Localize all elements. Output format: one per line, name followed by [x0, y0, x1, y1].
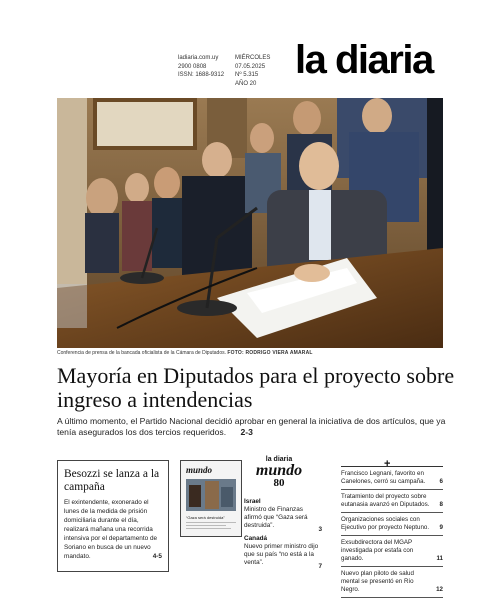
index-item[interactable]	[341, 513, 443, 536]
newspaper-front-page	[30, 26, 470, 593]
date-text: 07.05.2025	[235, 63, 266, 70]
index-item-text: Organizaciones sociales con Ejecutivo por proyecto Neptuno.	[341, 516, 430, 531]
masthead-issue	[235, 54, 270, 88]
box-body-text: El exintendente, exonerado el lunes de la medida de prisión domiciliaria durante el día, realizará mañana una recorrida intensiva por el departamento de Soriano en busca de un nuevo mandato.	[64, 499, 158, 560]
mundo-item-section: Israel	[244, 498, 261, 505]
mundo-cover-thumbnail[interactable]	[180, 460, 242, 537]
issue-number: Nº 5.315	[235, 72, 259, 78]
mundo-item-text: Ministro de Finanzas afirmó que “Gaza será destruida”.	[244, 506, 308, 529]
index-item-page: 11	[436, 555, 443, 562]
phone-text: 2900 0808	[178, 63, 207, 70]
mundo-item-page: 7	[318, 563, 322, 570]
mundo-item-canada[interactable]	[244, 535, 322, 571]
thumb-logo: mundo	[186, 465, 213, 475]
mundo-issue-number: 80	[273, 477, 285, 489]
issn-text: ISSN: 1688-9312	[178, 72, 225, 78]
plus-icon: +	[384, 458, 391, 470]
mundo-title: mundo	[255, 462, 303, 479]
index-item-page: 8	[439, 501, 443, 508]
index-item-text: Nuevo plan piloto de salud mental se presentó en Río Negro.	[341, 570, 414, 593]
index-item[interactable]	[341, 490, 443, 513]
photo-caption	[57, 350, 313, 356]
box-page-ref: 4-5	[152, 553, 162, 560]
index-item-text: Exsubdirectora del MGAP investigada por estafa con ganado.	[341, 539, 414, 562]
index-item[interactable]	[341, 567, 443, 598]
mundo-item-israel[interactable]	[244, 498, 322, 534]
weekday-text: MIÉRCOLES	[235, 55, 271, 61]
mundo-item-section: Canadá	[244, 535, 268, 542]
box-title: Besozzi se lanza a la campaña	[64, 468, 160, 493]
lede-text: A último momento, el Partido Nacional decidió aprobar en general la iniciativa de dos artículos, que ya tenía asegurados los dos tercios requeridos.	[57, 416, 446, 437]
masthead-contact	[178, 54, 224, 80]
caption-text: Conferencia de prensa de la bancada oficialista de la Cámara de Diputados.	[57, 350, 226, 356]
mundo-item-page: 3	[318, 526, 322, 533]
box-body	[64, 498, 162, 561]
index-item[interactable]	[341, 536, 443, 567]
lead-lede	[57, 416, 447, 438]
website-text[interactable]: ladiaria.com.uy	[178, 55, 219, 61]
mundo-item-text: Nuevo primer ministro dijo que su país “no está a la venta”.	[244, 543, 319, 566]
newspaper-logo[interactable]: la diaria	[295, 38, 433, 82]
index-item-text: Tratamiento del proyecto sobre eutanasia avanzó en Diputados.	[341, 493, 430, 508]
inside-index	[341, 466, 443, 598]
index-item-page: 9	[439, 524, 443, 531]
lead-photo[interactable]	[57, 98, 443, 348]
besozzi-story-box[interactable]	[57, 460, 169, 572]
mundo-small-logo: la diaria	[265, 456, 293, 463]
index-item[interactable]	[341, 467, 443, 490]
thumb-headline: “Gaza será destruida”	[186, 515, 225, 520]
mundo-logo[interactable]	[249, 456, 309, 489]
index-item-text: Francisco Legnani, favorito en Canelones, cerró su campaña.	[341, 470, 426, 485]
lede-page-ref: 2-3	[240, 427, 253, 437]
index-item-page: 12	[436, 586, 443, 593]
index-item-page: 6	[439, 478, 443, 485]
lead-headline[interactable]: Mayoría en Diputados para el proyecto sobre ingreso a intendencias	[57, 363, 455, 412]
photo-credit: FOTO: RODRIGO VIERA AMARAL	[227, 350, 313, 356]
year-text: AÑO 20	[235, 80, 257, 87]
